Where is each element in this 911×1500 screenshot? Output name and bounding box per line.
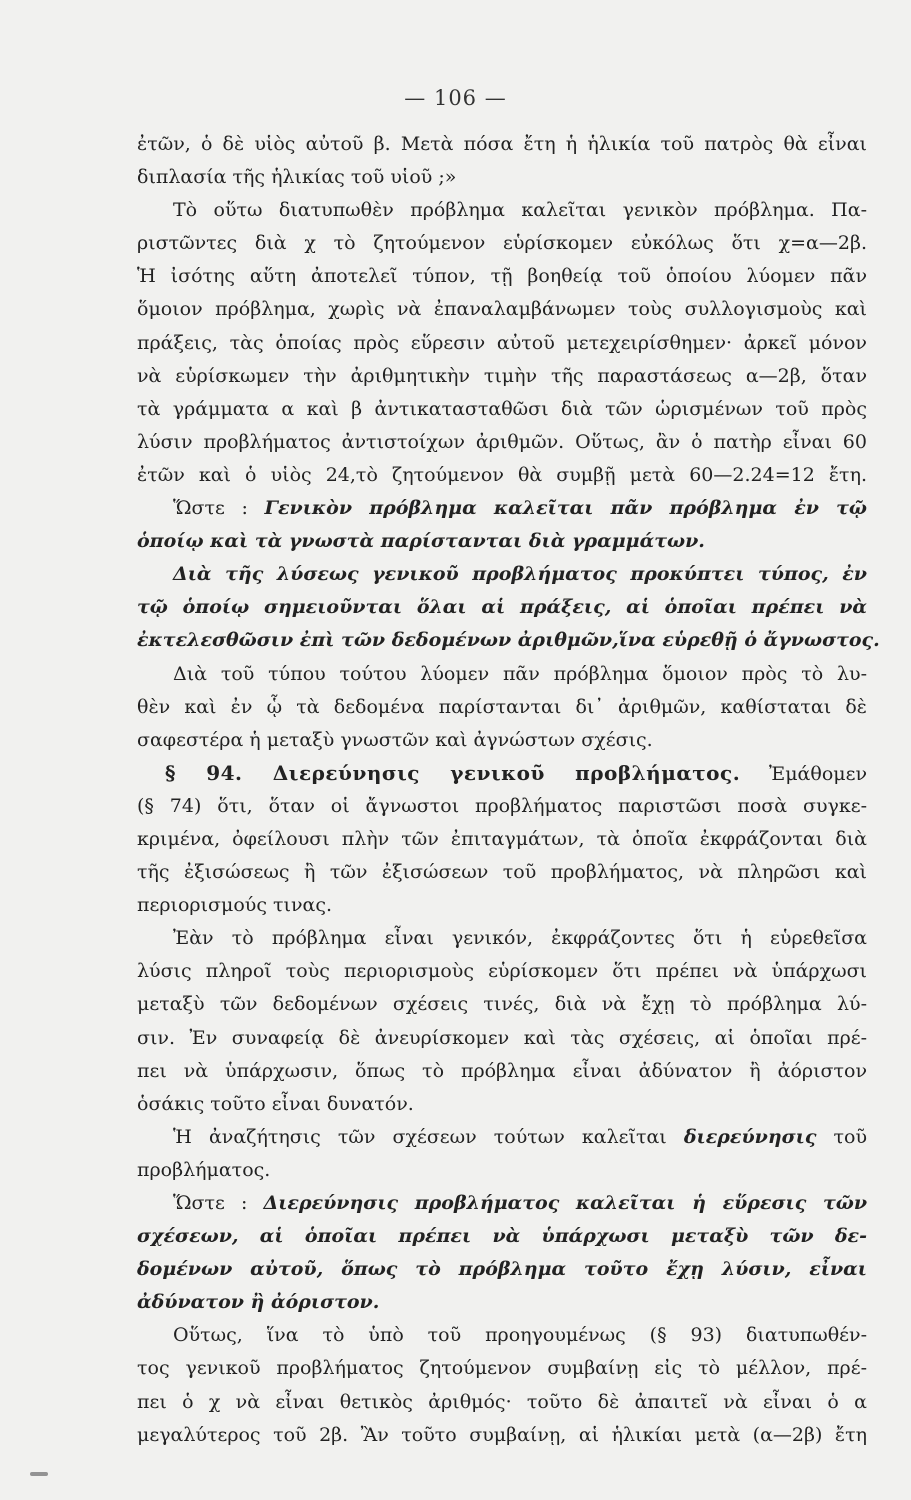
text-line: σαφεστέρα ἡ μεταξὺ γνωστῶν καὶ ἀγνώστων σχέσις.	[137, 728, 653, 751]
text-line: τῷ ὁποίῳ σημειοῦνται ὅλαι αἱ πράξεις, αἱ ὁποῖαι πρέπει νὰ	[137, 596, 867, 619]
text-line: ἀδύνατον ἢ ἀόριστον.	[137, 1291, 380, 1314]
text-line: Οὕτως, ἵνα τὸ ὑπὸ τοῦ προηγουμένως (§ 93) διατυπωθέν-	[173, 1324, 867, 1347]
text-line: Ὥστε : Διερεύνησις προβλήματος καλεῖται ἡ εὕρεσις τῶν	[173, 1192, 868, 1214]
text-line: θὲν καὶ ἐν ᾧ τὰ δεδομένα παρίστανται δι᾽ ἀριθμῶν, καθίσταται δὲ	[137, 695, 867, 718]
text-line: τὰ γράμματα α καὶ β ἀντικατασταθῶσι διὰ τῶν ὡρισμένων τοῦ πρὸς	[137, 397, 867, 420]
text-line: νὰ εὑρίσκωμεν τὴν ἀριθμητικὴν τιμὴν τῆς παραστάσεως α—2β, ὅταν	[137, 364, 867, 387]
text-line: πει νὰ ὑπάρχωσιν, ὅπως τὸ πρόβλημα εἶναι ἀδύνατον ἢ ἀόριστον	[137, 1059, 867, 1082]
text-line: δομένων αὐτοῦ, ὅπως τὸ πρόβλημα τοῦτο ἔχῃ λύσιν, εἶναι	[137, 1258, 867, 1281]
text-line: πει ὁ χ νὰ εἶναι θετικὸς ἀριθμός· τοῦτο δὲ ἀπαιτεῖ νὰ εἶναι ὁ α	[137, 1390, 867, 1413]
text-line: Ἐὰν τὸ πρόβλημα εἶναι γενικόν, ἐκφράζοντες ὅτι ἡ εὑρεθεῖσα	[173, 927, 867, 950]
text-line: Τὸ οὕτω διατυπωθὲν πρόβλημα καλεῖται γενικὸν πρόβλημα. Πα-	[173, 199, 867, 222]
text-line: Διὰ τοῦ τύπου τούτου λύομεν πᾶν πρόβλημα ὅμοιον πρὸς τὸ λυ-	[173, 662, 867, 685]
text-line: προβλήματος.	[137, 1158, 271, 1181]
text-line: τος γενικοῦ προβλήματος ζητούμενον συμβαίνῃ εἰς τὸ μέλλον, πρέ-	[137, 1357, 867, 1380]
text-line: ὅμοιον πρόβλημα, χωρὶς νὰ ἐπαναλαμβάνωμεν τοὺς συλλογισμοὺς καὶ	[137, 298, 867, 321]
text-line: Ἡ ἰσότης αὕτη ἀποτελεῖ τύπον, τῇ βοηθείᾳ τοῦ ὁποίου λύομεν πᾶν	[137, 265, 867, 288]
text-line: Ὥστε : Γενικὸν πρόβλημα καλεῖται πᾶν πρόβλημα ἐν τῷ	[173, 497, 867, 520]
text-line: Ἡ ἀναζήτησις τῶν σχέσεων τούτων καλεῖται διερεύνησις τοῦ	[173, 1125, 867, 1148]
text-line: ἐτῶν, ὁ δὲ υἱὸς αὐτοῦ β. Μετὰ πόσα ἔτη ἡ ἡλικία τοῦ πατρὸς θὰ εἶναι	[137, 133, 867, 155]
section-heading: § 94. Διερεύνησις γενικοῦ προβλήματος.	[165, 760, 741, 785]
body-text	[137, 128, 880, 1452]
text-line: σχέσεων, αἱ ὁποῖαι πρέπει νὰ ὑπάρχωσι μεταξὺ τῶν δε-	[137, 1225, 867, 1248]
text-line: ἐκτελεσθῶσιν ἐπὶ τῶν δεδομένων ἀριθμῶν,ἵνα εὑρεθῇ ὁ ἄγνωστος.	[137, 629, 880, 652]
text-line: λύσις πληροῖ τοὺς περιορισμοὺς εὑρίσκομεν ὅτι πρέπει νὰ ὑπάρχωσι	[137, 960, 867, 983]
text-line: (§ 74) ὅτι, ὅταν οἱ ἄγνωστοι προβλήματος παριστῶσι ποσὰ συγκε-	[137, 794, 867, 817]
text-line: κριμένα, ὀφείλουσι πλὴν τῶν ἐπιταγμάτων, τὰ ὁποῖα ἐκφράζονται διὰ	[137, 827, 867, 850]
text-line: λύσιν προβλήματος ἀντιστοίχων ἀριθμῶν. Οὕτως, ἂν ὁ πατὴρ εἶναι 60	[137, 430, 867, 453]
text-line: πράξεις, τὰς ὁποίας πρὸς εὕρεσιν αὐτοῦ μετεχειρίσθημεν· ἀρκεῖ μόνον	[137, 331, 867, 354]
text-line: ὁποίῳ καὶ τὰ γνωστὰ παρίστανται διὰ γραμμάτων.	[137, 530, 705, 553]
text-line: μεταξὺ τῶν δεδομένων σχέσεις τινές, διὰ νὰ ἔχῃ τὸ πρόβλημα λύ-	[137, 993, 867, 1016]
text-line: σιν. Ἐν συναφείᾳ δὲ ἀνευρίσκομεν καὶ τὰς σχέσεις, αἱ ὁποῖαι πρέ-	[137, 1026, 867, 1049]
text-line: Διὰ τῆς λύσεως γενικοῦ προβλήματος προκύπτει τύπος, ἐν	[173, 563, 867, 586]
print-speck	[30, 1472, 48, 1476]
text-line: περιορισμούς τινας.	[137, 894, 333, 917]
text-line: διπλασία τῆς ἡλικίας τοῦ υἱοῦ ;»	[137, 166, 457, 189]
text-line: § 94. Διερεύνησις γενικοῦ προβλήματος. Ἐμάθομεν	[165, 760, 868, 785]
text-line: ἐτῶν καὶ ὁ υἱὸς 24,τὸ ζητούμενον θὰ συμβῇ μετὰ 60—2.24=12 ἔτη.	[137, 463, 867, 486]
text-line: τῆς ἐξισώσεως ἢ τῶν ἐξισώσεων τοῦ προβλήματος, νὰ πληρῶσι καὶ	[137, 861, 867, 884]
text-line: μεγαλύτερος τοῦ 2β. Ἂν τοῦτο συμβαίνῃ, αἱ ἡλικίαι μετὰ (α—2β) ἔτη	[137, 1423, 867, 1446]
page-number: — 106 —	[404, 86, 507, 110]
text-line: ὁσάκις τοῦτο εἶναι δυνατόν.	[137, 1092, 414, 1115]
text-line: ριστῶντες διὰ χ τὸ ζητούμενον εὑρίσκομεν εὐκόλως ὅτι χ=α—2β.	[137, 232, 867, 255]
